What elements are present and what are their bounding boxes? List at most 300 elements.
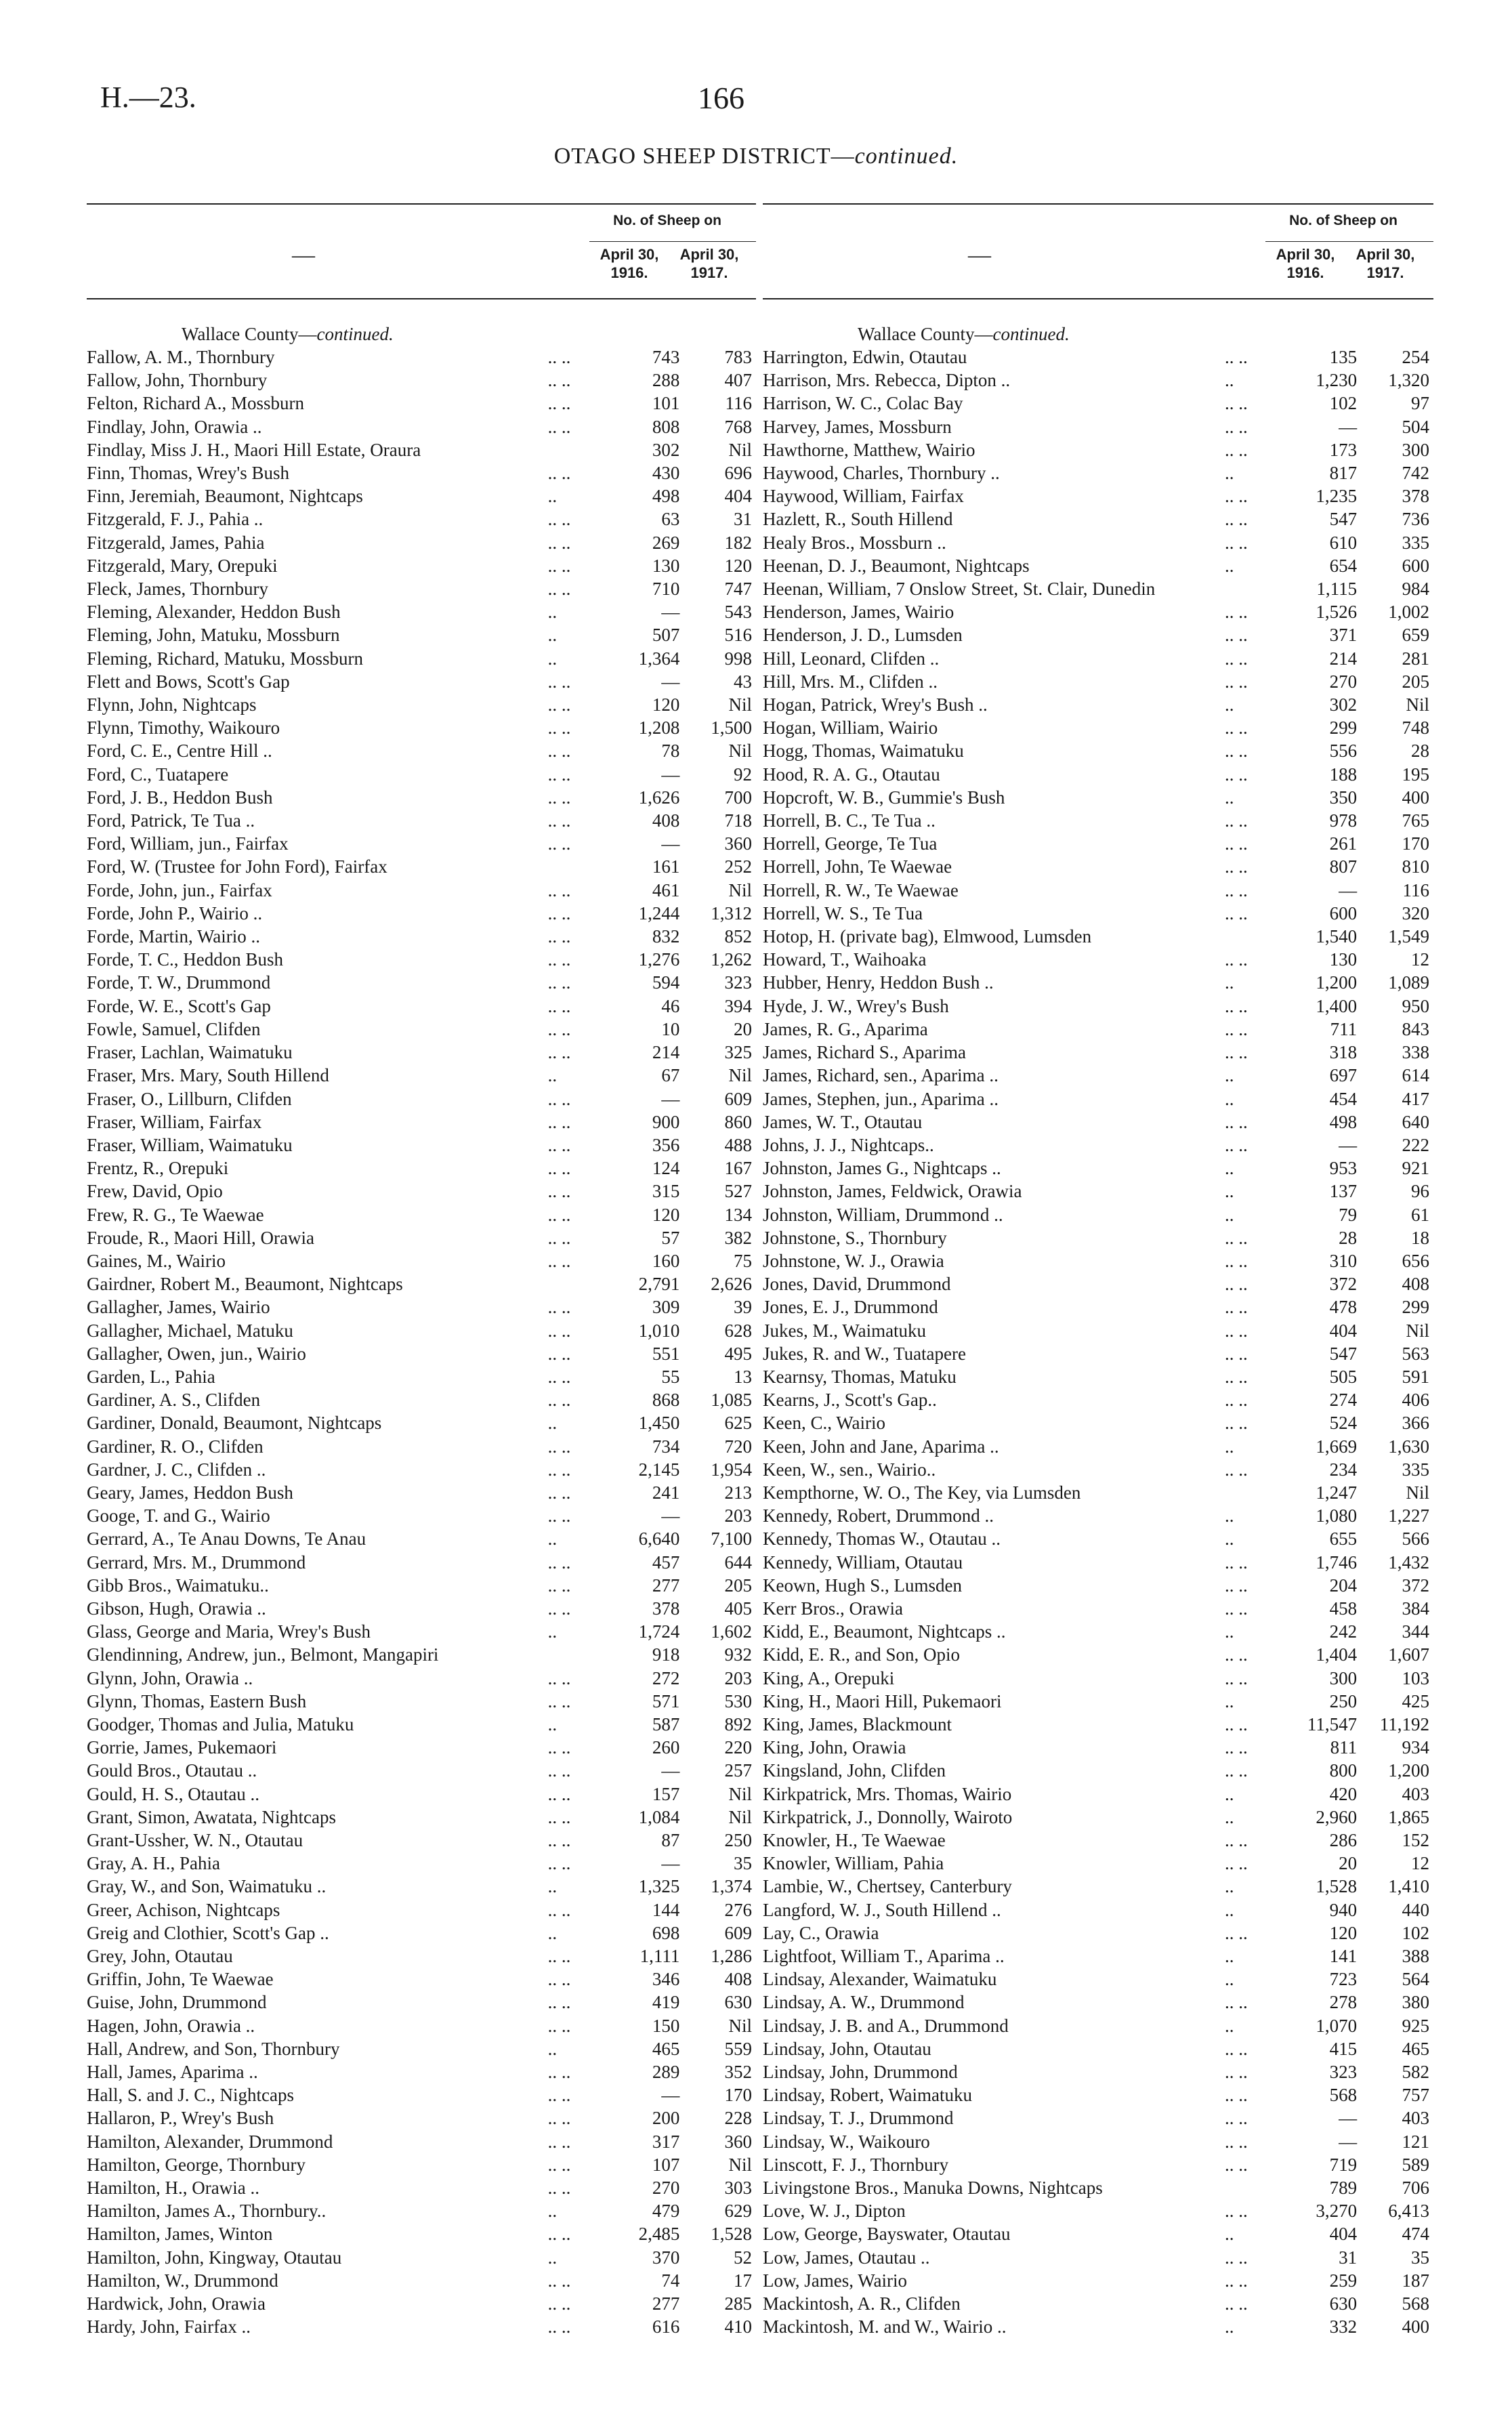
leader-dots: .. .. bbox=[1225, 1737, 1248, 1758]
sheep-count-1916: 479 bbox=[652, 2201, 680, 2222]
sheep-count-1917: 720 bbox=[724, 1436, 752, 1457]
sheep-count-1916: 270 bbox=[1329, 671, 1358, 692]
sheep-count-1916: 743 bbox=[652, 347, 680, 367]
sheep-count-1916: 6,640 bbox=[638, 1529, 680, 1550]
owner-name-locality: Fallow, A. M., Thornbury bbox=[87, 347, 275, 367]
leader-dots: .. .. bbox=[547, 694, 571, 715]
sheep-count-1916: — bbox=[1339, 1134, 1358, 1155]
table-row bbox=[87, 1597, 756, 1620]
owner-name-locality: Forde, T. W., Drummond bbox=[87, 972, 271, 993]
sheep-count-1917: 1,630 bbox=[1388, 1436, 1429, 1457]
owner-name-locality: Hall, S. and J. C., Nightcaps bbox=[87, 2085, 294, 2106]
sheep-count-1916: 250 bbox=[1329, 1690, 1358, 1711]
owner-name-locality: Froude, R., Maori Hill, Orawia bbox=[87, 1227, 314, 1248]
sheep-count-1917: 205 bbox=[1402, 671, 1429, 692]
leader-dots: .. .. bbox=[547, 555, 571, 576]
sheep-count-1916: 1,208 bbox=[638, 718, 680, 739]
sheep-count-1916: 655 bbox=[1329, 1529, 1358, 1550]
owner-name-locality: Hamilton, John, Kingway, Otautau bbox=[87, 2247, 342, 2268]
leader-dots: .. .. bbox=[547, 671, 571, 692]
table-row bbox=[87, 2014, 756, 2037]
leader-dots: .. bbox=[1225, 694, 1234, 715]
owner-name-locality: Hopcroft, W. B., Gummie's Bush bbox=[763, 787, 1005, 808]
sheep-count-1916: — bbox=[1339, 879, 1358, 900]
owner-name-locality: Knowler, H., Te Waewae bbox=[763, 1830, 946, 1850]
sheep-count-1917: 628 bbox=[724, 1320, 752, 1341]
leader-dots: .. .. bbox=[547, 579, 571, 600]
leader-dots: .. .. bbox=[1225, 1111, 1248, 1132]
table-row bbox=[87, 1226, 756, 1249]
table-row bbox=[87, 484, 756, 507]
owner-name-locality: Forde, T. C., Heddon Bush bbox=[87, 949, 283, 970]
leader-dots: .. bbox=[547, 1529, 558, 1550]
owner-name-locality: Gallagher, James, Wairio bbox=[87, 1297, 270, 1318]
sheep-count-1917: 404 bbox=[724, 486, 752, 507]
sheep-count-1917: 170 bbox=[724, 2085, 752, 2106]
sheep-count-1916: 318 bbox=[1329, 1042, 1358, 1063]
owner-name-locality: James, R. G., Aparima bbox=[763, 1018, 928, 1039]
sheep-count-1917: 543 bbox=[724, 602, 752, 623]
owner-name-locality: Gould Bros., Otautau .. bbox=[87, 1760, 257, 1781]
owner-name-locality: Hogan, Patrick, Wrey's Bush .. bbox=[763, 694, 988, 715]
sheep-count-1917: 609 bbox=[724, 1922, 752, 1943]
sheep-count-1916: 150 bbox=[652, 2015, 680, 2036]
sheep-count-1917: 516 bbox=[724, 625, 752, 646]
leader-dots: .. .. bbox=[1225, 1320, 1248, 1341]
sheep-count-1916: 11,547 bbox=[1307, 1713, 1358, 1734]
sheep-count-1916: — bbox=[661, 764, 680, 785]
owner-name-locality: Kerr Bros., Orawia bbox=[763, 1598, 903, 1619]
sheep-count-1916: 274 bbox=[1329, 1390, 1358, 1411]
table-row bbox=[763, 693, 1433, 716]
owner-name-locality: Hallaron, P., Wrey's Bush bbox=[87, 2108, 274, 2129]
leader-dots: .. .. bbox=[547, 2293, 571, 2314]
leader-dots: .. .. bbox=[1225, 1830, 1248, 1850]
sheep-count-1917: 1,002 bbox=[1388, 602, 1429, 623]
leader-dots: .. .. bbox=[1225, 602, 1248, 623]
leader-dots: .. bbox=[1225, 1783, 1234, 1804]
owner-name-locality: Fleming, Alexander, Heddon Bush bbox=[87, 602, 341, 623]
sheep-count-1916: — bbox=[661, 1853, 680, 1874]
sheep-count-1917: Nil bbox=[728, 1783, 752, 1804]
sheep-count-1916: — bbox=[661, 602, 680, 623]
sheep-count-1916: 711 bbox=[1330, 1018, 1358, 1039]
sheep-count-1916: 161 bbox=[652, 856, 680, 877]
table-row bbox=[87, 1319, 756, 1342]
sheep-count-1916: 1,070 bbox=[1316, 2015, 1358, 2036]
sheep-count-1916: 1,115 bbox=[1316, 579, 1358, 600]
sheep-count-1917: 382 bbox=[724, 1227, 752, 1248]
table-row bbox=[763, 1342, 1433, 1365]
leader-dots: .. bbox=[1225, 1505, 1234, 1526]
sheep-count-1917: 195 bbox=[1402, 764, 1429, 785]
table-row bbox=[87, 1018, 756, 1041]
owner-name-locality: Gaines, M., Wairio bbox=[87, 1250, 226, 1271]
leader-dots: .. bbox=[1225, 2015, 1234, 2036]
owner-name-locality: Gallagher, Owen, jun., Wairio bbox=[87, 1343, 306, 1364]
leader-dots: .. .. bbox=[1225, 1227, 1248, 1248]
table-rows bbox=[763, 346, 1433, 2338]
owner-name-locality: Forde, Martin, Wairio .. bbox=[87, 926, 261, 947]
leader-dots: .. .. bbox=[547, 764, 571, 785]
sheep-count-1916: 272 bbox=[652, 1667, 680, 1688]
table-row bbox=[87, 1342, 756, 1365]
sheep-count-1916: 317 bbox=[652, 2131, 680, 2152]
table-row bbox=[87, 554, 756, 577]
sheep-count-1916: 1,080 bbox=[1316, 1505, 1358, 1526]
sheep-count-1917: 121 bbox=[1402, 2131, 1429, 2152]
owner-name-locality: Hogg, Thomas, Waimatuku bbox=[763, 741, 964, 762]
sheep-count-1917: 1,286 bbox=[711, 1946, 752, 1967]
table-row bbox=[763, 2106, 1433, 2129]
owner-name-locality: Hardwick, John, Orawia bbox=[87, 2293, 266, 2314]
sheep-count-1917: Nil bbox=[728, 694, 752, 715]
sheep-count-1916: 547 bbox=[1329, 1343, 1358, 1364]
sheep-count-1917: 380 bbox=[1402, 1992, 1429, 2013]
sheep-count-1917: 417 bbox=[1402, 1088, 1429, 1109]
table-row bbox=[763, 1458, 1433, 1481]
sheep-count-1917: 998 bbox=[724, 648, 752, 669]
sheep-count-1916: 556 bbox=[1329, 741, 1358, 762]
sheep-count-1916: 269 bbox=[652, 532, 680, 553]
sheep-count-1917: 582 bbox=[1402, 2062, 1429, 2083]
sheep-count-1916: 242 bbox=[1329, 1621, 1358, 1642]
table-row bbox=[763, 1087, 1433, 1110]
table-row bbox=[87, 1806, 756, 1829]
leader-dots: .. .. bbox=[1225, 810, 1248, 831]
owner-name-locality: Frentz, R., Orepuki bbox=[87, 1158, 229, 1179]
owner-name-locality: Haywood, Charles, Thornbury .. bbox=[763, 463, 1000, 484]
sheep-count-1917: 1,312 bbox=[711, 902, 752, 923]
sheep-count-1916: 78 bbox=[661, 741, 680, 762]
owner-name-locality: Gray, W., and Son, Waimatuku .. bbox=[87, 1876, 327, 1897]
sheep-count-1916: 430 bbox=[652, 463, 680, 484]
sheep-count-1916: 31 bbox=[1339, 2247, 1358, 2268]
sheep-count-1917: 736 bbox=[1402, 509, 1429, 530]
owner-name-locality: Kirkpatrick, Mrs. Thomas, Wairio bbox=[763, 1783, 1012, 1804]
table-row bbox=[87, 1713, 756, 1736]
sheep-count-1916: 20 bbox=[1339, 1853, 1358, 1874]
sheep-count-1916: 918 bbox=[652, 1644, 680, 1665]
leader-dots: .. bbox=[1225, 1158, 1234, 1179]
owner-name-locality: Livingstone Bros., Manuka Downs, Nightcaps bbox=[763, 2178, 1103, 2199]
table-row bbox=[87, 948, 756, 971]
sheep-count-1916: 1,200 bbox=[1316, 972, 1358, 993]
table-row bbox=[87, 693, 756, 716]
owner-name-locality: Hawthorne, Matthew, Wairio bbox=[763, 439, 975, 460]
table-row bbox=[87, 577, 756, 600]
owner-name-locality: Hill, Leonard, Clifden .. bbox=[763, 648, 940, 669]
sheep-count-1917: 591 bbox=[1402, 1366, 1429, 1387]
page-number: 166 bbox=[698, 81, 744, 115]
sheep-count-1916: 524 bbox=[1329, 1413, 1358, 1434]
owner-name-locality: Keen, John and Jane, Aparima .. bbox=[763, 1436, 999, 1457]
sheep-count-1917: 625 bbox=[724, 1413, 752, 1434]
owner-name-locality: Lightfoot, William T., Aparima .. bbox=[763, 1946, 1005, 1967]
table-row bbox=[763, 1226, 1433, 1249]
sheep-count-1916: 953 bbox=[1329, 1158, 1358, 1179]
table-row bbox=[87, 461, 756, 484]
owner-name-locality: Horrell, John, Te Waewae bbox=[763, 856, 952, 877]
table-row bbox=[87, 1295, 756, 1318]
table-row bbox=[763, 415, 1433, 438]
sheep-count-1917: 11,192 bbox=[1379, 1713, 1429, 1734]
owner-name-locality: Fraser, Lachlan, Waimatuku bbox=[87, 1042, 293, 1063]
table-row bbox=[763, 925, 1433, 948]
leader-dots: .. .. bbox=[1225, 741, 1248, 762]
table-header bbox=[763, 203, 1433, 299]
table-row bbox=[87, 1458, 756, 1481]
leader-dots: .. bbox=[1225, 463, 1234, 484]
sheep-count-1917: 406 bbox=[1402, 1390, 1429, 1411]
owner-name-locality: Horrell, R. W., Te Waewae bbox=[763, 879, 959, 900]
owner-name-locality: Mackintosh, A. R., Clifden bbox=[763, 2293, 961, 2314]
leader-dots: .. bbox=[547, 486, 558, 507]
sheep-count-1917: 335 bbox=[1402, 532, 1429, 553]
leader-dots: .. .. bbox=[1225, 833, 1248, 854]
owner-name-locality: Fleming, John, Matuku, Mossburn bbox=[87, 625, 340, 646]
sheep-count-1917: 52 bbox=[734, 2247, 752, 2268]
sheep-count-1916: 57 bbox=[661, 1227, 680, 1248]
sheep-count-1916: 498 bbox=[1329, 1111, 1358, 1132]
table-row bbox=[87, 786, 756, 809]
leader-dots: .. bbox=[1225, 1436, 1234, 1457]
sheep-count-1916: 2,960 bbox=[1316, 1806, 1358, 1827]
owner-name-locality: Harrison, W. C., Colac Bay bbox=[763, 393, 963, 414]
sheep-count-1917: Nil bbox=[728, 2015, 752, 2036]
leader-dots: .. .. bbox=[1225, 1853, 1248, 1874]
sheep-count-1916: 87 bbox=[661, 1830, 680, 1850]
owner-name-locality: Fleck, James, Thornbury bbox=[87, 579, 268, 600]
owner-name-locality: Jukes, M., Waimatuku bbox=[763, 1320, 927, 1341]
table-row bbox=[763, 1921, 1433, 1945]
table-row bbox=[763, 1643, 1433, 1666]
owner-name-locality: Gairdner, Robert M., Beaumont, Nightcaps bbox=[87, 1274, 403, 1295]
table-row bbox=[87, 507, 756, 531]
owner-name-locality: Hazlett, R., South Hillend bbox=[763, 509, 953, 530]
leader-dots: .. .. bbox=[547, 1204, 571, 1225]
sheep-count-1916: 120 bbox=[652, 1204, 680, 1225]
leader-dots: .. .. bbox=[547, 1366, 571, 1387]
owner-name-locality: King, John, Orawia bbox=[763, 1737, 906, 1758]
sheep-count-1917: 932 bbox=[724, 1644, 752, 1665]
sheep-count-1916: 370 bbox=[652, 2247, 680, 2268]
owner-name-locality: Kearns, J., Scott's Gap.. bbox=[763, 1390, 937, 1411]
owner-name-locality: Kidd, E., Beaumont, Nightcaps .. bbox=[763, 1621, 1006, 1642]
table-row bbox=[87, 2060, 756, 2083]
leader-dots: .. .. bbox=[547, 416, 571, 437]
sheep-count-1917: 2,626 bbox=[711, 1274, 752, 1295]
table-row bbox=[763, 2199, 1433, 2222]
sheep-count-1917: 170 bbox=[1402, 833, 1429, 854]
owner-name-locality: Knowler, William, Pahia bbox=[763, 1853, 944, 1874]
sheep-count-1917: 6,413 bbox=[1388, 2201, 1429, 2222]
sheep-count-1917: 614 bbox=[1402, 1065, 1429, 1086]
sheep-count-1917: 440 bbox=[1402, 1899, 1429, 1920]
sheep-count-1917: 96 bbox=[1411, 1181, 1429, 1202]
header-label: — bbox=[968, 243, 991, 268]
table-row bbox=[763, 1527, 1433, 1550]
leader-dots: .. .. bbox=[547, 1946, 571, 1967]
leader-dots: .. .. bbox=[547, 1134, 571, 1155]
sheep-count-1916: 789 bbox=[1329, 2178, 1358, 2199]
sheep-count-1917: 659 bbox=[1402, 625, 1429, 646]
owner-name-locality: Griffin, John, Te Waewae bbox=[87, 1969, 274, 1990]
sheep-count-1917: 344 bbox=[1402, 1621, 1429, 1642]
table-row bbox=[87, 716, 756, 739]
table-row bbox=[87, 1180, 756, 1203]
sheep-count-1917: 13 bbox=[734, 1366, 752, 1387]
sheep-count-1916: 74 bbox=[661, 2270, 680, 2291]
leader-dots: .. .. bbox=[1225, 2062, 1248, 2083]
sheep-count-1916: 378 bbox=[652, 1598, 680, 1619]
table-row bbox=[763, 1667, 1433, 1690]
leader-dots: .. bbox=[1225, 972, 1234, 993]
table-row bbox=[87, 2315, 756, 2338]
table-row bbox=[763, 809, 1433, 832]
sheep-count-1917: 18 bbox=[1411, 1227, 1429, 1248]
report-reference: H.—23. bbox=[100, 81, 196, 114]
table-row bbox=[763, 369, 1433, 392]
sheep-count-1917: 220 bbox=[724, 1737, 752, 1758]
table-row bbox=[87, 1388, 756, 1411]
owner-name-locality: Ford, William, jun., Fairfax bbox=[87, 833, 289, 854]
sheep-count-1917: 1,432 bbox=[1388, 1552, 1429, 1573]
sheep-count-1916: 102 bbox=[1329, 393, 1358, 414]
table-row bbox=[87, 1829, 756, 1852]
sheep-count-1916: 260 bbox=[652, 1737, 680, 1758]
sheep-count-1917: 182 bbox=[724, 532, 752, 553]
leader-dots: .. .. bbox=[1225, 1390, 1248, 1411]
table-row bbox=[87, 1991, 756, 2014]
header-group-label: No. of Sheep on bbox=[613, 213, 721, 228]
owner-name-locality: James, Stephen, jun., Aparima .. bbox=[763, 1088, 999, 1109]
sheep-count-1917: 257 bbox=[724, 1760, 752, 1781]
table-row bbox=[763, 2222, 1433, 2245]
sheep-count-1916: 1,669 bbox=[1316, 1436, 1358, 1457]
table-row bbox=[87, 2176, 756, 2199]
table-row bbox=[763, 1435, 1433, 1458]
sheep-count-1917: 1,954 bbox=[711, 1459, 752, 1480]
sheep-count-1916: 408 bbox=[652, 810, 680, 831]
owner-name-locality: Howard, T., Waihoaka bbox=[763, 949, 927, 970]
sheep-count-1917: 407 bbox=[724, 370, 752, 391]
table-row bbox=[87, 1249, 756, 1272]
leader-dots: .. .. bbox=[1225, 509, 1248, 530]
leader-dots bbox=[548, 1272, 612, 1295]
sheep-count-1916: — bbox=[1339, 2131, 1358, 2152]
leader-dots: .. .. bbox=[1225, 416, 1248, 437]
table-row bbox=[763, 1898, 1433, 1921]
sheep-count-1917: 629 bbox=[724, 2201, 752, 2222]
sheep-count-1917: 31 bbox=[734, 509, 752, 530]
sheep-count-1916: 144 bbox=[652, 1899, 680, 1920]
leader-dots: .. .. bbox=[547, 2131, 571, 2152]
owner-name-locality: Greer, Achison, Nightcaps bbox=[87, 1899, 280, 1920]
sheep-count-1917: 281 bbox=[1402, 648, 1429, 669]
sheep-count-1916: 107 bbox=[652, 2154, 680, 2175]
sheep-count-1916: 900 bbox=[652, 1111, 680, 1132]
table-row bbox=[763, 855, 1433, 878]
leader-dots: .. .. bbox=[547, 879, 571, 900]
owner-name-locality: Johnston, James G., Nightcaps .. bbox=[763, 1158, 1001, 1179]
table-row bbox=[763, 507, 1433, 531]
owner-name-locality: Kempthorne, W. O., The Key, via Lumsden bbox=[763, 1482, 1081, 1503]
owner-name-locality: Googe, T. and G., Wairio bbox=[87, 1505, 270, 1526]
leader-dots: .. .. bbox=[1225, 2201, 1248, 2222]
leader-dots: .. .. bbox=[547, 347, 571, 367]
sheep-count-1917: 1,549 bbox=[1388, 926, 1429, 947]
leader-dots: .. .. bbox=[547, 833, 571, 854]
leader-dots: .. bbox=[547, 1876, 558, 1897]
leader-dots: .. .. bbox=[1225, 532, 1248, 553]
owner-name-locality: Fitzgerald, Mary, Orepuki bbox=[87, 555, 278, 576]
table-row bbox=[763, 647, 1433, 670]
sheep-count-1917: 860 bbox=[724, 1111, 752, 1132]
leader-dots: .. bbox=[1225, 1529, 1234, 1550]
owner-name-locality: Ford, W. (Trustee for John Ford), Fairfax bbox=[87, 856, 387, 877]
table-row bbox=[763, 461, 1433, 484]
owner-name-locality: Fallow, John, Thornbury bbox=[87, 370, 268, 391]
sheep-count-1916: 568 bbox=[1329, 2085, 1358, 2106]
sheep-count-1916: 1,235 bbox=[1316, 486, 1358, 507]
table-row bbox=[763, 438, 1433, 461]
table-row bbox=[87, 1620, 756, 1643]
owner-name-locality: Flynn, Timothy, Waikouro bbox=[87, 718, 280, 739]
table-row bbox=[87, 369, 756, 392]
sheep-count-1917: 299 bbox=[1402, 1297, 1429, 1318]
section-name: Wallace County— bbox=[182, 324, 317, 344]
sheep-count-1916: 350 bbox=[1329, 787, 1358, 808]
sheep-count-1916: 241 bbox=[652, 1482, 680, 1503]
leader-dots: .. .. bbox=[547, 718, 571, 739]
table-row bbox=[763, 1504, 1433, 1527]
owner-name-locality: Gould, H. S., Otautau .. bbox=[87, 1783, 259, 1804]
title-continued: continued. bbox=[854, 144, 959, 169]
owner-name-locality: Johns, J. J., Nightcaps.. bbox=[763, 1134, 934, 1155]
sheep-count-1916: 286 bbox=[1329, 1830, 1358, 1850]
sheep-count-1916: 1,247 bbox=[1316, 1482, 1358, 1503]
table-header bbox=[87, 203, 756, 299]
sheep-count-1916: 478 bbox=[1329, 1297, 1358, 1318]
table-row bbox=[87, 902, 756, 925]
sheep-count-1917: 61 bbox=[1411, 1204, 1429, 1225]
sheep-count-1917: 252 bbox=[724, 856, 752, 877]
owner-name-locality: Horrell, B. C., Te Tua .. bbox=[763, 810, 936, 831]
sheep-count-1917: 335 bbox=[1402, 1459, 1429, 1480]
table-row bbox=[87, 1435, 756, 1458]
leader-dots: .. .. bbox=[1225, 1018, 1248, 1039]
sheep-count-1917: 609 bbox=[724, 1088, 752, 1109]
sheep-count-1917: 213 bbox=[724, 1482, 752, 1503]
table-row bbox=[87, 1898, 756, 1921]
owner-name-locality: Low, James, Wairio bbox=[763, 2270, 908, 2291]
leader-dots: .. .. bbox=[547, 972, 571, 993]
table-row bbox=[87, 1157, 756, 1180]
leader-dots: .. .. bbox=[547, 2270, 571, 2291]
leader-dots: .. .. bbox=[1225, 2247, 1248, 2268]
owner-name-locality: Hood, R. A. G., Otautau bbox=[763, 764, 940, 785]
sheep-count-1917: 203 bbox=[724, 1667, 752, 1688]
sheep-count-1916: 547 bbox=[1329, 509, 1358, 530]
table-row bbox=[87, 1945, 756, 1968]
sheep-count-1916: 135 bbox=[1329, 347, 1358, 367]
owner-name-locality: Ford, C. E., Centre Hill .. bbox=[87, 741, 272, 762]
header-label: — bbox=[292, 243, 315, 268]
leader-dots: .. .. bbox=[1225, 347, 1248, 367]
table-row bbox=[87, 600, 756, 623]
leader-dots: .. .. bbox=[547, 995, 571, 1016]
